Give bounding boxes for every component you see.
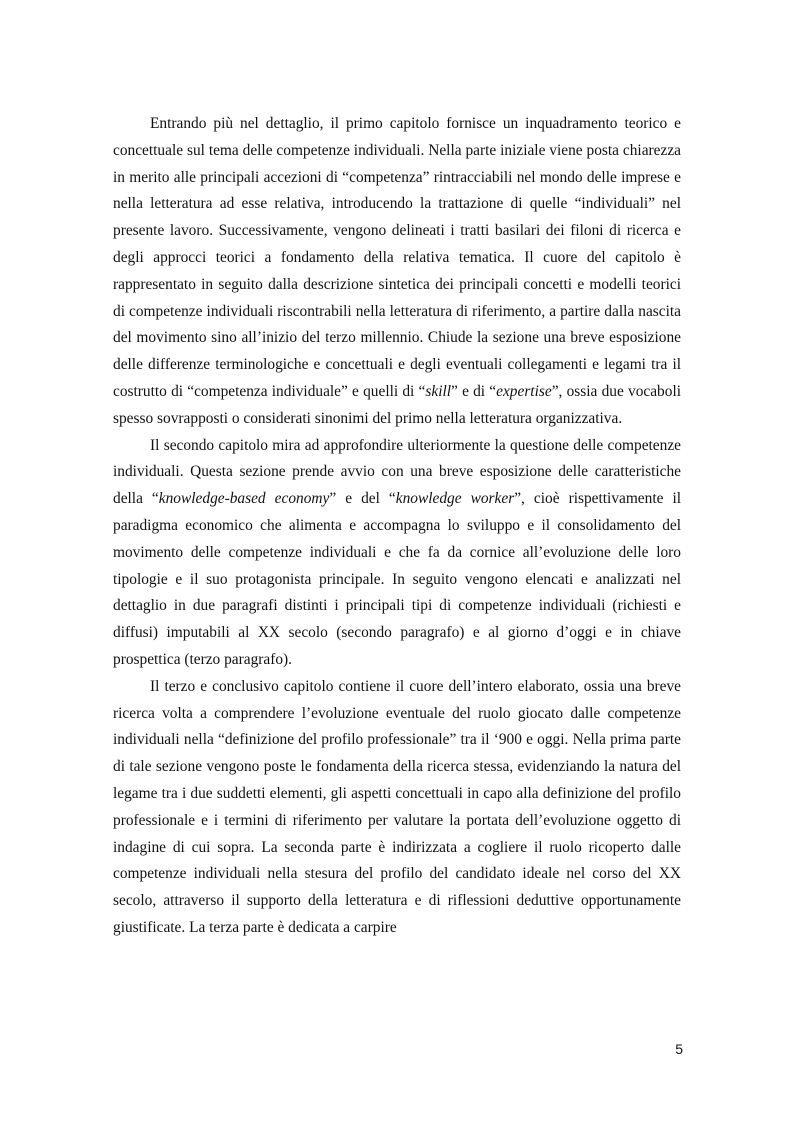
page-number: 5 [675,1041,683,1057]
text-run: Il terzo e conclusivo capitolo contiene il cuore dell’intero elaborato, ossia una breve ricerca volta a comprendere l’evoluzione eventuale del ruolo giocato dalle competenze individuali nella “definizione del profilo professionale” tra il ‘900 e oggi. Nella prima parte di tale sezione vengono poste le fondamenta della ricerca stessa, evidenziando la natura del legame tra i due suddetti elementi, gli aspetti concettuali in capo alla definizione del profilo professionale e i termini di riferimento per valutare la portata dell’evoluzione oggetto di indagine di cui sopra. La seconda parte è indirizzata a cogliere il ruolo ricoperto dalle competenze individuali nella stesura del profilo del candidato ideale nel corso del XX secolo, attraverso il supporto della letteratura e di riflessioni deduttive opportunamente giustificate. La terza parte è dedicata a carpire [113,677,681,936]
text-run: ”, cioè rispettivamente il paradigma economico che alimenta e accompagna lo sviluppo e il consolidamento del movimento delle competenze individuali e che fa da cornice all’evoluzione delle loro tipologie e il suo protagonista principale. In seguito vengono elencati e analizzati nel dettaglio in due paragrafi distinti i principali tipi di competenze individuali (richiesti e diffusi) imputabili al XX secolo (secondo paragrafo) e al giorno d’oggi e in chiave prospettica (terzo paragrafo). [113,490,682,668]
body-text [113,111,681,942]
paragraph-chapter-two [113,433,681,674]
paragraph-chapter-three [113,674,681,942]
text-run-italic-knowledge-based-economy: knowledge-based economy [158,490,330,508]
text-run: ”, ossia due vocaboli spesso sovrapposti o considerati sinonimi del primo nella letteratura organizzativa. [113,382,681,427]
text-run-italic-skill: skill [425,382,452,400]
text-run: ” e del “ [329,490,396,508]
paragraph-chapter-one [113,111,681,433]
text-run-italic-expertise: expertise [496,382,552,400]
text-run: Entrando più nel dettaglio, il primo capitolo fornisce un inquadramento teorico e concettuale sul tema delle competenze individuali. Nella parte iniziale viene posta chiarezza in merito alle principali accezioni di “competenza” rintracciabili nel mondo delle imprese e nella letteratura ad esse relativa, introducendo la trattazione di quelle “individuali” nel presente lavoro. Successivamente, vengono delineati i tratti basilari dei filoni di ricerca e degli approcci teorici a fondamento della relativa tematica. Il cuore del capitolo è rappresentato in seguito dalla descrizione sintetica dei principali concetti e modelli teorici di competenze individuali riscontrabili nella letteratura di riferimento, a partire dalla nascita del movimento sino all’inizio del terzo millennio. Chiude la sezione una breve esposizione delle differenze terminologiche e concettuali e degli eventuali collegamenti e legami tra il costrutto di “competenza individuale” e quelli di “ [113,115,681,400]
text-run-italic-knowledge-worker: knowledge worker [395,490,515,508]
text-run: ” e di “ [451,382,497,400]
text-run: Il secondo capitolo mira ad approfondire ulteriormente la questione delle competenze individuali. Questa sezione prende avvio con una breve esposizione delle caratteristiche della “ [113,436,681,508]
